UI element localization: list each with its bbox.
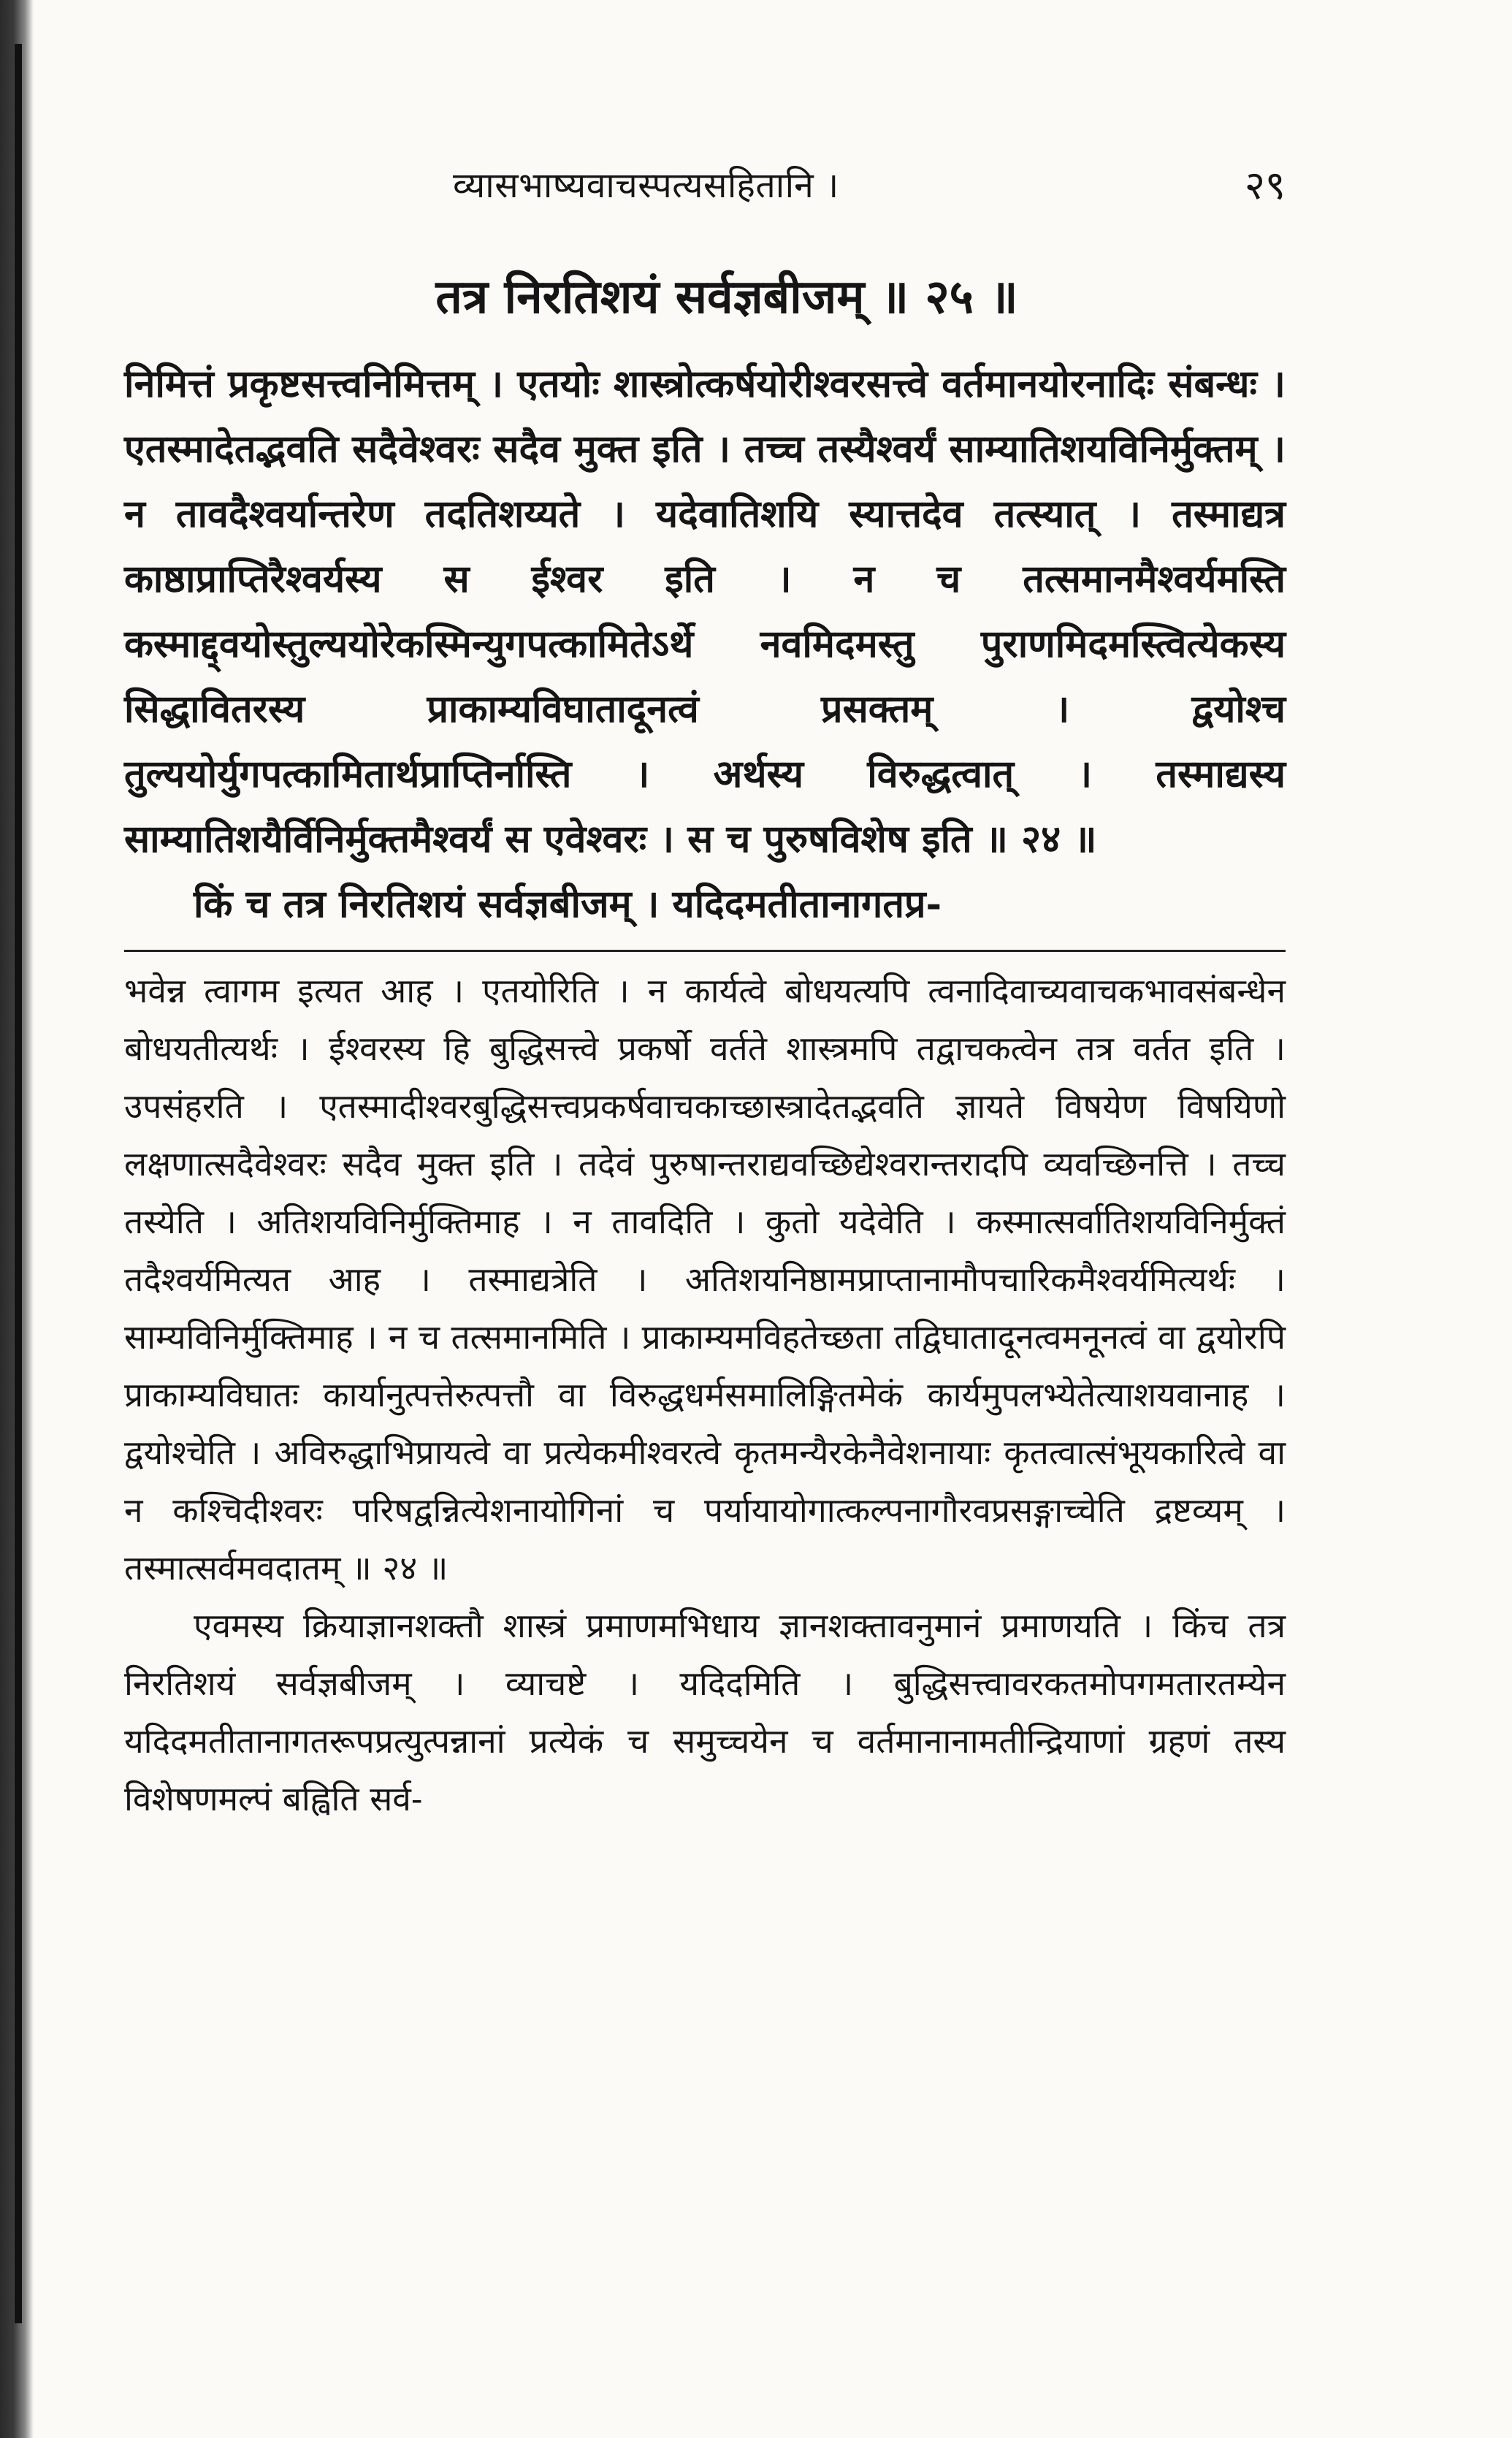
binding-edge	[15, 44, 22, 2323]
bhashya-paragraph-2: किं च तत्र निरतिशयं सर्वज्ञबीजम् । यदिदमतीतानागतप्र-	[194, 882, 942, 926]
running-title: व्यासभाष्यवाचस्पत्यसहितानि ।	[453, 165, 839, 206]
tika-paragraph-2: एवमस्य क्रियाज्ञानशक्तौ शास्त्रं प्रमाणमभिधाय ज्ञानशक्तावनुमानं प्रमाणयति । किंच तत्र निरतिशयं सर्वज्ञबीजम् । व्याचष्टे । यदिदमिति । बुद्धिसत्त्वावरकतमोपगमतारतम्येन यदिदमतीतानागतरूपप्रत्युत्पन्नानां प्रत्येकं च समुच्चयेन च वर्तमानानामतीन्द्रियाणां ग्रहणं तस्य विशेषणमल्पं बह्विति सर्व-	[124, 1606, 1286, 1818]
tika-paragraph-1: भवेन्न त्वागम इत्यत आह । एतयोरिति । न कार्यत्वे बोधयत्यपि त्वनादिवाच्यवाचकभावसंबन्धेन बोधयतीत्यर्थः । ईश्वरस्य हि बुद्धिसत्त्वे प्रकर्षो वर्तते शास्त्रमपि तद्वाचकत्वेन तत्र वर्तत इति । उपसंहरति । एतस्मादीश्वरबुद्धिसत्त्वप्रकर्षवाचकाच्छास्त्रादेतद्भवति ज्ञायते विषयेण विषयिणो लक्षणात्सदैवेश्वरः सदैव मुक्त इति । तदेवं पुरुषान्तराद्यवच्छिद्येश्वरान्तरादपि व्यवच्छिनत्ति । तच्च तस्येति । अतिशयविनिर्मुक्तिमाह । न तावदिति । कुतो यदेवेति । कस्मात्सर्वातिशयविनिर्मुक्तं तदैश्वर्यमित्यत आह । तस्माद्यत्रेति । अतिशयनिष्ठामप्राप्तानामौपचारिकमैश्वर्यमित्यर्थः । साम्यविनिर्मुक्तिमाह । न च तत्समानमिति । प्राकाम्यमविहतेच्छता तद्विघातादूनत्वमनूनत्वं वा द्वयोरपि प्राकाम्यविघातः कार्यानुत्पत्तेरुत्पत्तौ वा विरुद्धधर्मसमालिङ्गितमेकं कार्यमुपलभ्येतेत्याशयवानाह । द्वयोश्चेति । अविरुद्धाभिप्रायत्वे वा प्रत्येकमीश्वरत्वे कृतमन्यैरकेनैवेशनायाः कृतत्वात्संभूयकारित्वे वा न कश्चिदीश्वरः परिषद्वन्नित्येशनायोगिनां च पर्यायायोगात्कल्पनागौरवप्रसङ्गाच्चेति द्रष्टव्यम् । तस्मात्सर्वमवदातम् ॥ २४ ॥	[124, 971, 1286, 1588]
sutra-heading: तत्र निरतिशयं सर्वज्ञबीजम् ॥ २५ ॥	[435, 270, 1018, 324]
commentary-divider	[124, 950, 1286, 952]
page-number: २९	[1244, 162, 1286, 208]
running-head	[124, 146, 1286, 212]
page-content	[124, 146, 1286, 1828]
bhashya-paragraph-1: निमित्तं प्रकृष्टसत्त्वनिमित्तम् । एतयोः शास्त्रोत्कर्षयोरीश्वरसत्त्वे वर्तमानयोरनादिः संबन्धः । एतस्मादेतद्भवति सदैवेश्वरः सदैव मुक्त इति । तच्च तस्यैश्वर्यं साम्यातिशयविनिर्मुक्तम् । न तावदैश्वर्यान्तरेण तदतिशय्यते । यदेवातिशयि स्यात्तदेव तत्स्यात् । तस्माद्यत्र काष्ठाप्राप्तिरैश्वर्यस्य स ईश्वर इति । न च तत्समानमैश्वर्यमस्ति कस्माद्द्वयोस्तुल्ययोरेकस्मिन्युगपत्कामितेऽर्थे नवमिदमस्तु पुराणमिदमस्त्वित्येकस्य सिद्धावितरस्य प्राकाम्यविघातादूनत्वं प्रसक्तम् । द्वयोश्च तुल्ययोर्युगपत्कामितार्थप्राप्तिर्नास्ति । अर्थस्य विरुद्धत्वात् । तस्माद्यस्य साम्यातिशयैर्विनिर्मुक्तमैश्वर्यं स एवेश्वरः । स च पुरुषविशेष इति ॥ २४ ॥	[124, 362, 1286, 861]
